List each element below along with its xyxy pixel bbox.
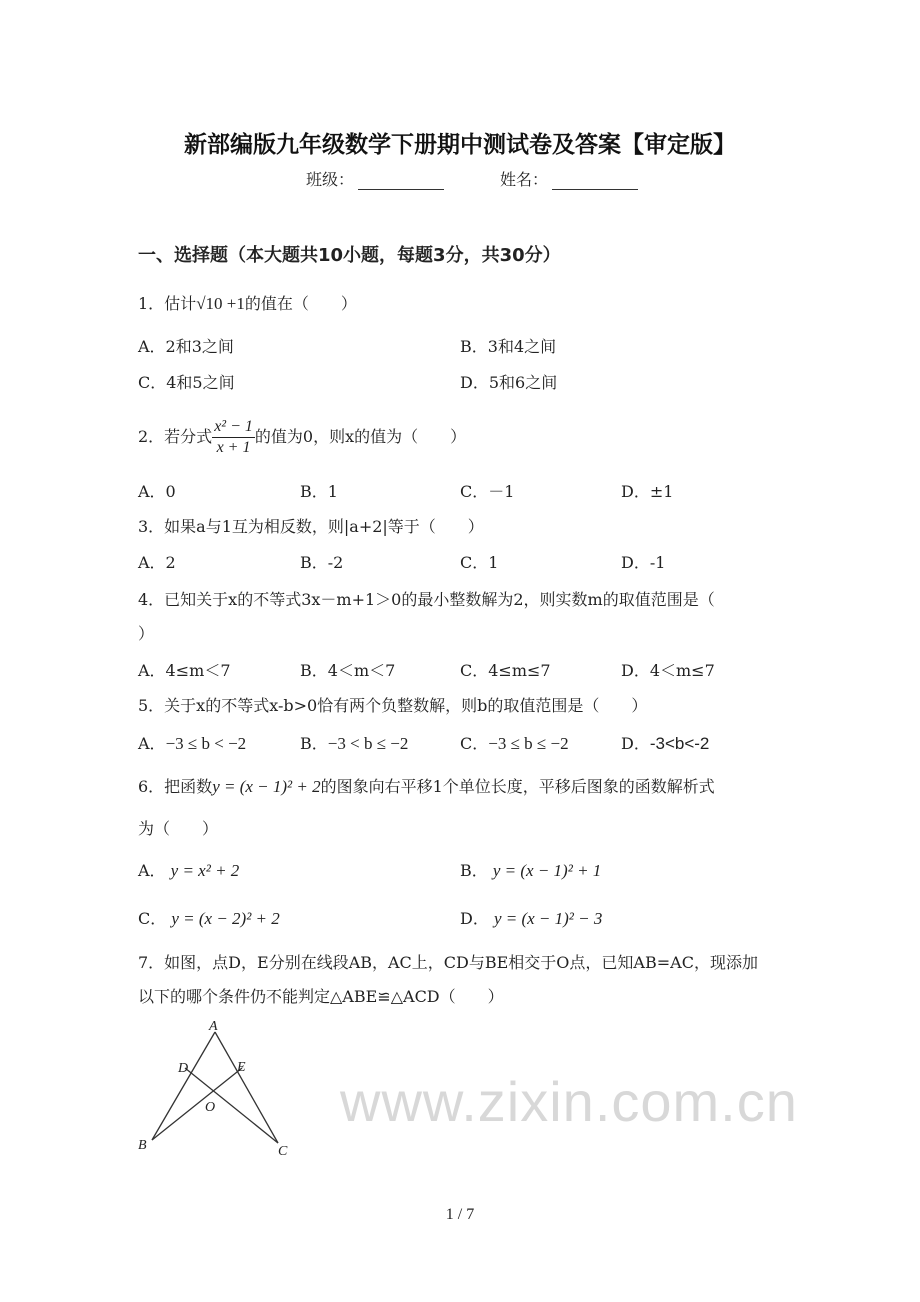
q2-fraction bbox=[212, 417, 255, 458]
q3-option-d: D．-1 bbox=[621, 553, 666, 572]
label-e: E bbox=[237, 1060, 246, 1075]
option-label: A． bbox=[138, 734, 166, 753]
question-6 bbox=[138, 777, 715, 797]
option-label: A． bbox=[138, 861, 166, 880]
segment-cd bbox=[185, 1068, 278, 1143]
q4-option-a: A．4≤m＜7 bbox=[138, 661, 231, 680]
label-d: D bbox=[178, 1061, 189, 1076]
q2-option-a: A．0 bbox=[138, 482, 176, 501]
q4-option-c: C．4≤m≤7 bbox=[460, 661, 551, 680]
q1-option-d: D．5和6之间 bbox=[460, 373, 558, 392]
q5-option-b bbox=[300, 734, 408, 754]
q2-numerator: x² − 1 bbox=[212, 417, 255, 438]
segment-be bbox=[152, 1068, 242, 1140]
q6-option-d bbox=[460, 909, 602, 929]
question-7-cont: 以下的哪个条件仍不能判定△ABE≌△ACD（ ） bbox=[138, 987, 504, 1006]
question-6-cont: 为（ ） bbox=[138, 819, 219, 838]
option-label: B． bbox=[300, 734, 328, 753]
question-1 bbox=[138, 294, 357, 314]
option-label: D． bbox=[621, 734, 650, 753]
option-math: −3 ≤ b < −2 bbox=[165, 734, 247, 753]
q2-stem: 2．若分式 bbox=[138, 427, 213, 446]
label-b: B bbox=[138, 1138, 147, 1153]
option-math: −3 < b ≤ −2 bbox=[327, 734, 409, 753]
q5-option-a bbox=[138, 734, 246, 754]
option-math: −3 ≤ b ≤ −2 bbox=[488, 734, 569, 753]
option-label: D． bbox=[460, 909, 489, 928]
q2-option-d: D．±1 bbox=[621, 482, 674, 501]
label-c: C bbox=[278, 1144, 288, 1159]
watermark: www.zixin.com.cn bbox=[340, 1070, 798, 1133]
option-math: y = (x − 1)² + 1 bbox=[492, 861, 602, 880]
q5-option-c bbox=[460, 734, 569, 754]
q6-stem-end: 的图象向右平移1个单位长度，平移后图象的函数解析式 bbox=[320, 777, 715, 796]
option-label: B． bbox=[460, 861, 488, 880]
option-math: y = (x − 1)² − 3 bbox=[493, 909, 603, 928]
option-label: C． bbox=[138, 909, 167, 928]
class-field bbox=[306, 170, 444, 190]
class-blank bbox=[358, 173, 444, 190]
option-math: y = x² + 2 bbox=[170, 861, 240, 880]
question-2 bbox=[138, 416, 466, 458]
name-blank bbox=[552, 173, 638, 190]
section-heading: 一、选择题（本大题共10小题，每题3分，共30分） bbox=[138, 245, 561, 266]
question-7: 7．如图，点D，E分别在线段AB，AC上，CD与BE相交于O点，已知AB=AC，现添加 bbox=[138, 953, 758, 972]
option-math: -3<b<-2 bbox=[649, 734, 710, 753]
segment-ac bbox=[215, 1032, 278, 1143]
option-label: C． bbox=[460, 734, 489, 753]
q1-option-b: B．3和4之间 bbox=[460, 337, 557, 356]
q1-math: √10 +1 bbox=[196, 294, 245, 313]
question-4-cont: ） bbox=[138, 624, 155, 643]
q2-denominator: x + 1 bbox=[216, 439, 251, 456]
name-field bbox=[500, 170, 638, 190]
q1-option-c: C．4和5之间 bbox=[138, 373, 235, 392]
q1-stem-end: 的值在（ ） bbox=[244, 294, 357, 313]
label-o: O bbox=[205, 1100, 216, 1115]
q6-math: y = (x − 1)² + 2 bbox=[212, 777, 321, 796]
q1-stem: 1．估计 bbox=[138, 294, 197, 313]
q6-stem: 6．把函数 bbox=[138, 777, 213, 796]
q6-option-a bbox=[138, 861, 239, 881]
class-label: 班级： bbox=[306, 170, 355, 189]
page-number: 1 / 7 bbox=[445, 1206, 475, 1223]
segment-ab bbox=[152, 1032, 215, 1140]
q5-option-d bbox=[621, 734, 709, 754]
q3-option-a: A．2 bbox=[138, 553, 176, 572]
q2-option-c: C．－1 bbox=[460, 482, 515, 501]
q4-option-b: B．4＜m＜7 bbox=[300, 661, 396, 680]
page-title: 新部编版九年级数学下册期中测试卷及答案【审定版】 bbox=[184, 132, 736, 158]
option-math: y = (x − 2)² + 2 bbox=[171, 909, 280, 928]
triangle-figure bbox=[130, 1015, 300, 1165]
q6-option-c bbox=[138, 909, 280, 929]
q2-stem-end: 的值为0，则x的值为（ ） bbox=[254, 427, 467, 446]
q4-option-d: D．4＜m≤7 bbox=[621, 661, 715, 680]
q1-option-a: A．2和3之间 bbox=[138, 337, 234, 356]
name-label: 姓名： bbox=[500, 170, 549, 189]
q6-option-b bbox=[460, 861, 601, 881]
q3-option-b: B．-2 bbox=[300, 553, 344, 572]
question-4: 4．已知关于x的不等式3x－m+1＞0的最小整数解为2，则实数m的取值范围是（ bbox=[138, 590, 715, 609]
question-3: 3．如果a与1互为相反数，则|a+2|等于（ ） bbox=[138, 517, 484, 536]
label-a: A bbox=[209, 1019, 218, 1034]
question-5: 5．关于x的不等式x-b>0恰有两个负整数解，则b的取值范围是（ ） bbox=[138, 696, 648, 715]
q2-option-b: B．1 bbox=[300, 482, 338, 501]
q3-option-c: C．1 bbox=[460, 553, 499, 572]
